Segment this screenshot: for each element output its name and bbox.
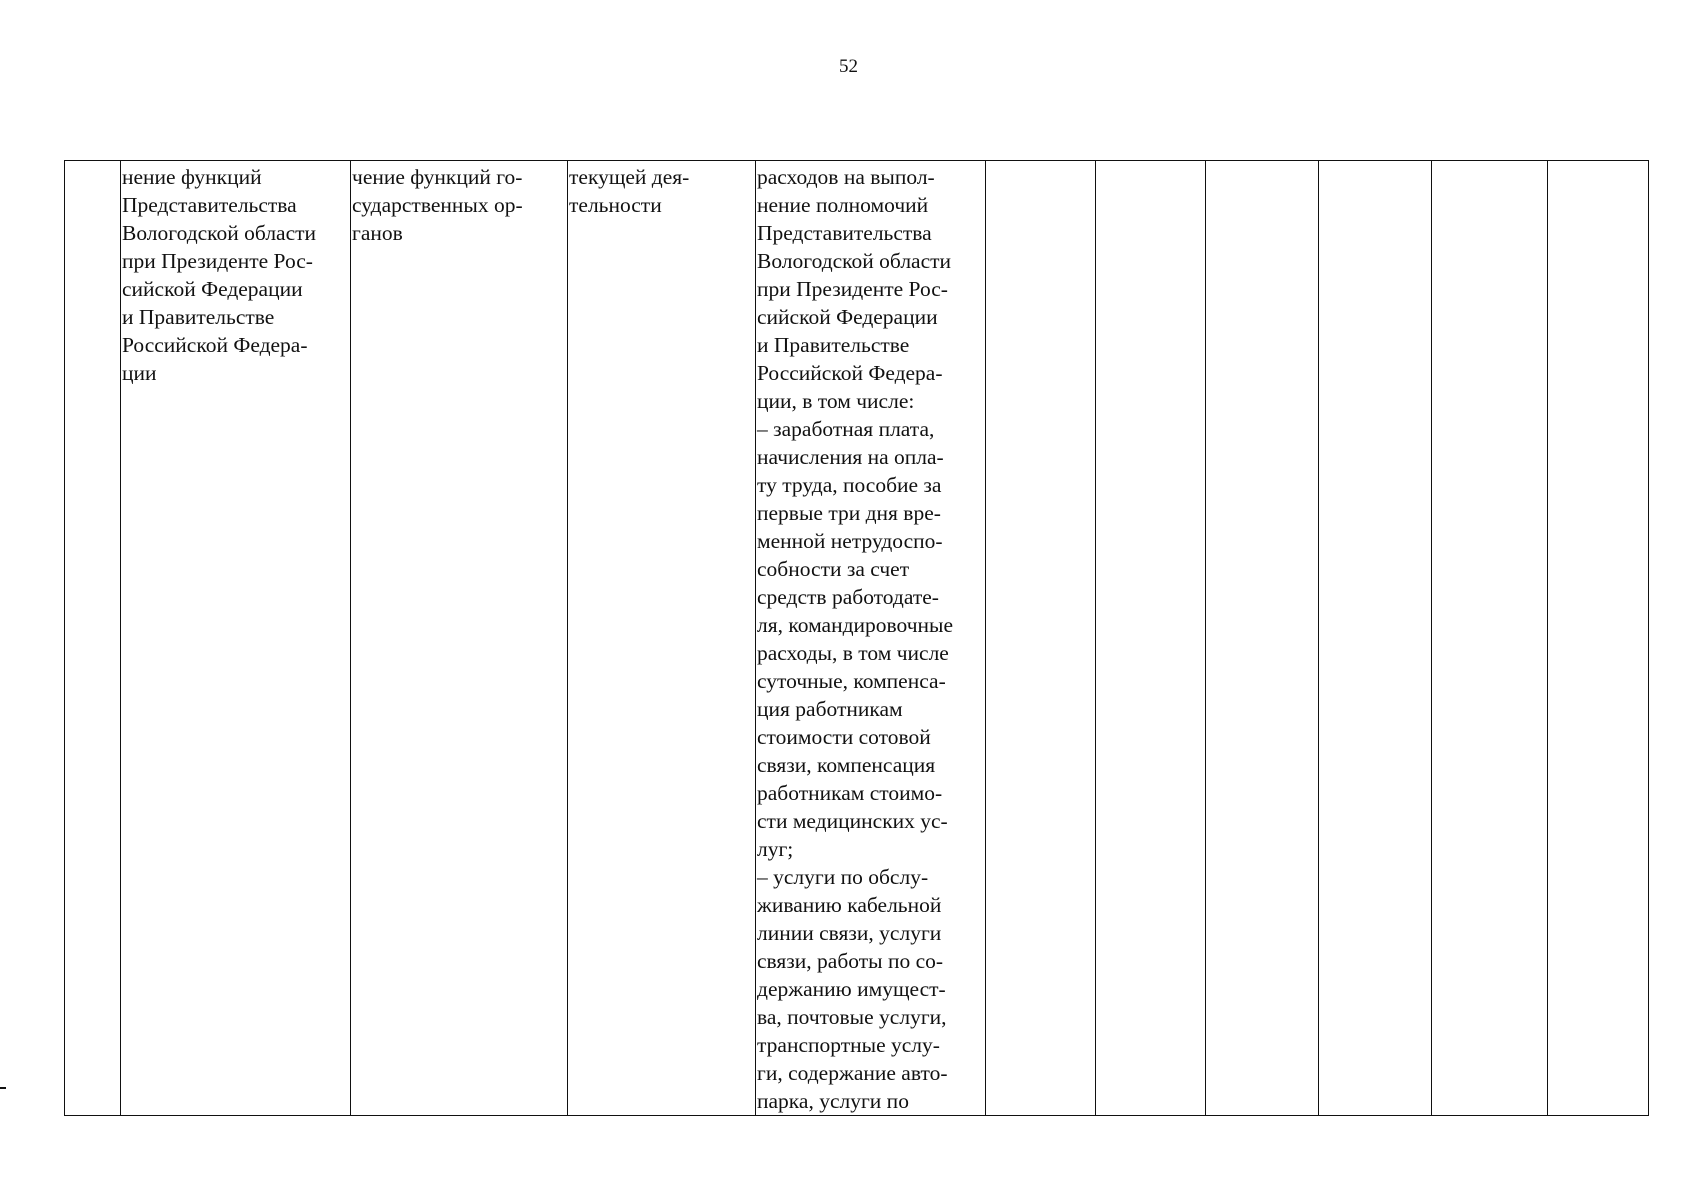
cell-text-line: парка, услуги по: [757, 1089, 909, 1113]
cell-text-line: транспортные услу-: [757, 1033, 940, 1057]
cell-text-line: ции: [122, 361, 157, 385]
cell-text-line: ля, командировочные: [757, 613, 954, 637]
cell-text-line: нение функций: [122, 165, 262, 189]
cell-text-line: расходов на выпол-: [757, 165, 935, 189]
data-table: [64, 160, 1649, 1116]
cell-text-line: ции, в том числе:: [757, 389, 915, 413]
cell-text-line: тельности: [569, 193, 662, 217]
cell-text-line: луг;: [757, 837, 794, 861]
table-cell-col-6: [986, 161, 1096, 1116]
cell-text-line: при Президенте Рос-: [122, 249, 313, 273]
cell-text-line: при Президенте Рос-: [757, 277, 948, 301]
cell-text-line: ва, почтовые услуги,: [757, 1005, 947, 1029]
cell-text-line: держанию имущест-: [757, 977, 946, 1001]
cell-text-line: Представительства: [122, 193, 297, 217]
margin-mark: [0, 1087, 6, 1089]
cell-text-line: сийской Федерации: [122, 277, 303, 301]
table-cell-col-8: [1206, 161, 1319, 1116]
table-cell-col-9: [1319, 161, 1432, 1116]
cell-text-line: Вологодской области: [757, 249, 952, 273]
cell-text-line: Российской Федера-: [122, 333, 308, 357]
cell-text-line: менной нетрудоспо-: [757, 529, 943, 553]
cell-text-line: – услуги по обслу-: [757, 865, 929, 889]
page-number: 52: [839, 56, 858, 77]
table-row: [65, 161, 1649, 1116]
cell-text-line: первые три дня вре-: [757, 501, 941, 525]
table-cell-col-10: [1432, 161, 1548, 1116]
table-cell-col-5: [756, 161, 986, 1116]
cell-text-line: собности за счет: [757, 557, 910, 581]
cell-text-line: ция работникам: [757, 697, 903, 721]
table-cell-col-11: [1548, 161, 1649, 1116]
cell-text-line: чение функций го-: [352, 165, 523, 189]
cell-text-line: текущей дея-: [569, 165, 690, 189]
table-cell-col-2: [121, 161, 351, 1116]
cell-text-line: Представительства: [757, 221, 932, 245]
cell-text-line: начисления на опла-: [757, 445, 944, 469]
cell-text-line: ту труда, пособие за: [757, 473, 942, 497]
cell-text-line: расходы, в том числе: [757, 641, 949, 665]
cell-text-line: ганов: [352, 221, 403, 245]
cell-text-line: и Правительстве: [757, 333, 910, 357]
cell-text-line: сти медицинских ус-: [757, 809, 948, 833]
cell-text-line: сийской Федерации: [757, 305, 938, 329]
cell-text-line: – заработная плата,: [757, 417, 935, 441]
cell-text-line: сударственных ор-: [352, 193, 523, 217]
cell-text-line: и Правительстве: [122, 305, 275, 329]
cell-text-line: средств работодате-: [757, 585, 939, 609]
table-cell-col-3: [351, 161, 568, 1116]
cell-text-line: работникам стоимо-: [757, 781, 943, 805]
cell-text-line: стоимости сотовой: [757, 725, 931, 749]
cell-text-line: живанию кабельной: [757, 893, 942, 917]
cell-text-line: линии связи, услуги: [757, 921, 942, 945]
table-cell-col-7: [1096, 161, 1206, 1116]
table-cell-col-4: [568, 161, 756, 1116]
cell-text-line: нение полномочий: [757, 193, 929, 217]
cell-text-line: ги, содержание авто-: [757, 1061, 948, 1085]
table-cell-col-1: [65, 161, 121, 1116]
cell-text-line: суточные, компенса-: [757, 669, 946, 693]
cell-text-line: Вологодской области: [122, 221, 317, 245]
cell-text-line: связи, компенсация: [757, 753, 936, 777]
cell-text-line: связи, работы по со-: [757, 949, 944, 973]
cell-text-line: Российской Федера-: [757, 361, 943, 385]
